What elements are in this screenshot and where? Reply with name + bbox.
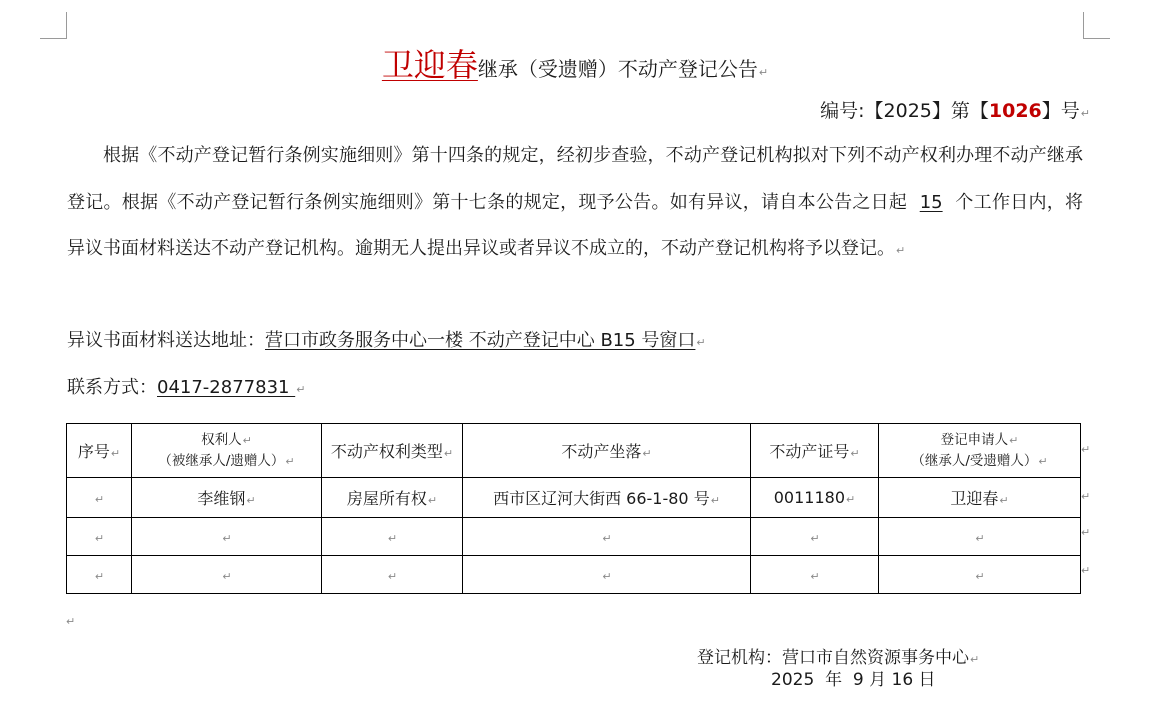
- row-end-mark: ↵: [1081, 443, 1091, 456]
- address-value: 营口市政务服务中心一楼 不动产登记中心 B15 号窗口: [265, 330, 696, 351]
- header-cert-no: 不动产证号↵: [751, 424, 879, 478]
- paragraph-mark: ↵: [1080, 107, 1090, 120]
- crop-mark-top-right: [1083, 12, 1110, 39]
- notice-title: [0, 40, 1150, 86]
- empty-cell: ↵: [67, 518, 132, 556]
- empty-cell: ↵: [322, 556, 463, 594]
- empty-cell: ↵: [463, 518, 751, 556]
- header-location: 不动产坐落↵: [463, 424, 751, 478]
- empty-cell: ↵: [132, 556, 322, 594]
- empty-cell: ↵: [132, 518, 322, 556]
- body-part-1: 根据《不动产登记暂行条例实施细则》第十四条的规定，经初步查验，不动产登记机构拟对下列不动产权利办理不动产继承登记。根据《不动产登记暂行条例实施细则》第十七条的规定，现予公告。如有异议，请自本公告之日起: [67, 145, 1083, 213]
- header-holder: 权利人↵ （被继承人/遗赠人）↵: [132, 424, 322, 478]
- table-header-row: [67, 424, 1081, 478]
- cell-holder: 李维钢↵: [132, 478, 322, 518]
- serial-number: 1026: [988, 100, 1042, 122]
- empty-cell: ↵: [67, 556, 132, 594]
- empty-cell: ↵: [322, 518, 463, 556]
- notice-date: 2025 年 9 月 16 日: [771, 670, 936, 690]
- objection-days: 15: [919, 191, 943, 213]
- cell-seq: ↵: [67, 478, 132, 518]
- header-right-type: 不动产权利类型↵: [322, 424, 463, 478]
- body-part-2: 个工作日内，将异议书面材料送达不动产登记机构。逾期无人提出异议或者异议不成立的，不动产登记机构将予以登记。: [67, 191, 1084, 259]
- contact-label: 联系方式：: [67, 377, 157, 398]
- notice-body: [67, 133, 1083, 275]
- table-row-empty: [67, 556, 1081, 594]
- agency-text: 登记机构：营口市自然资源事务中心: [697, 648, 969, 668]
- empty-cell: ↵: [463, 556, 751, 594]
- serial-prefix: 编号:【2025】第【: [820, 100, 989, 122]
- cell-right-type: 房屋所有权↵: [322, 478, 463, 518]
- header-applicant: 登记申请人↵ （继承人/受遗赠人）↵: [879, 424, 1081, 478]
- crop-mark-top-left: [40, 12, 67, 39]
- row-end-mark: ↵: [1081, 564, 1091, 577]
- empty-cell: ↵: [879, 518, 1081, 556]
- empty-cell: ↵: [879, 556, 1081, 594]
- table-row: [67, 478, 1081, 518]
- paragraph-mark: ↵: [296, 383, 306, 396]
- serial-suffix: 】号: [1041, 100, 1080, 122]
- paragraph-mark: ↵: [696, 336, 706, 349]
- contact-value: 0417-2877831: [157, 377, 296, 398]
- cell-cert-no: 0011180↵: [751, 478, 879, 518]
- paragraph-mark: ↵: [970, 653, 980, 666]
- empty-cell: ↵: [751, 556, 879, 594]
- header-seq: 序号↵: [67, 424, 132, 478]
- address-label: 异议书面材料送达地址：: [67, 330, 265, 351]
- cell-location: 西市区辽河大街西 66-1-80 号↵: [463, 478, 751, 518]
- address-line: [67, 326, 706, 352]
- cell-applicant: 卫迎春↵: [879, 478, 1081, 518]
- paragraph-mark: ↵: [758, 66, 769, 79]
- paragraph-mark: ↵: [896, 244, 906, 257]
- empty-paragraph-mark: ↵: [66, 615, 76, 628]
- table-row-empty: [67, 518, 1081, 556]
- registration-table: [66, 423, 1081, 594]
- row-end-mark: ↵: [1081, 490, 1091, 503]
- row-end-mark: ↵: [1081, 526, 1091, 539]
- title-person-name: 卫迎春: [381, 46, 478, 84]
- contact-line: [67, 373, 305, 399]
- serial-number-line: [820, 96, 1090, 123]
- title-text: 继承（受遗赠）不动产登记公告: [477, 57, 758, 81]
- empty-cell: ↵: [751, 518, 879, 556]
